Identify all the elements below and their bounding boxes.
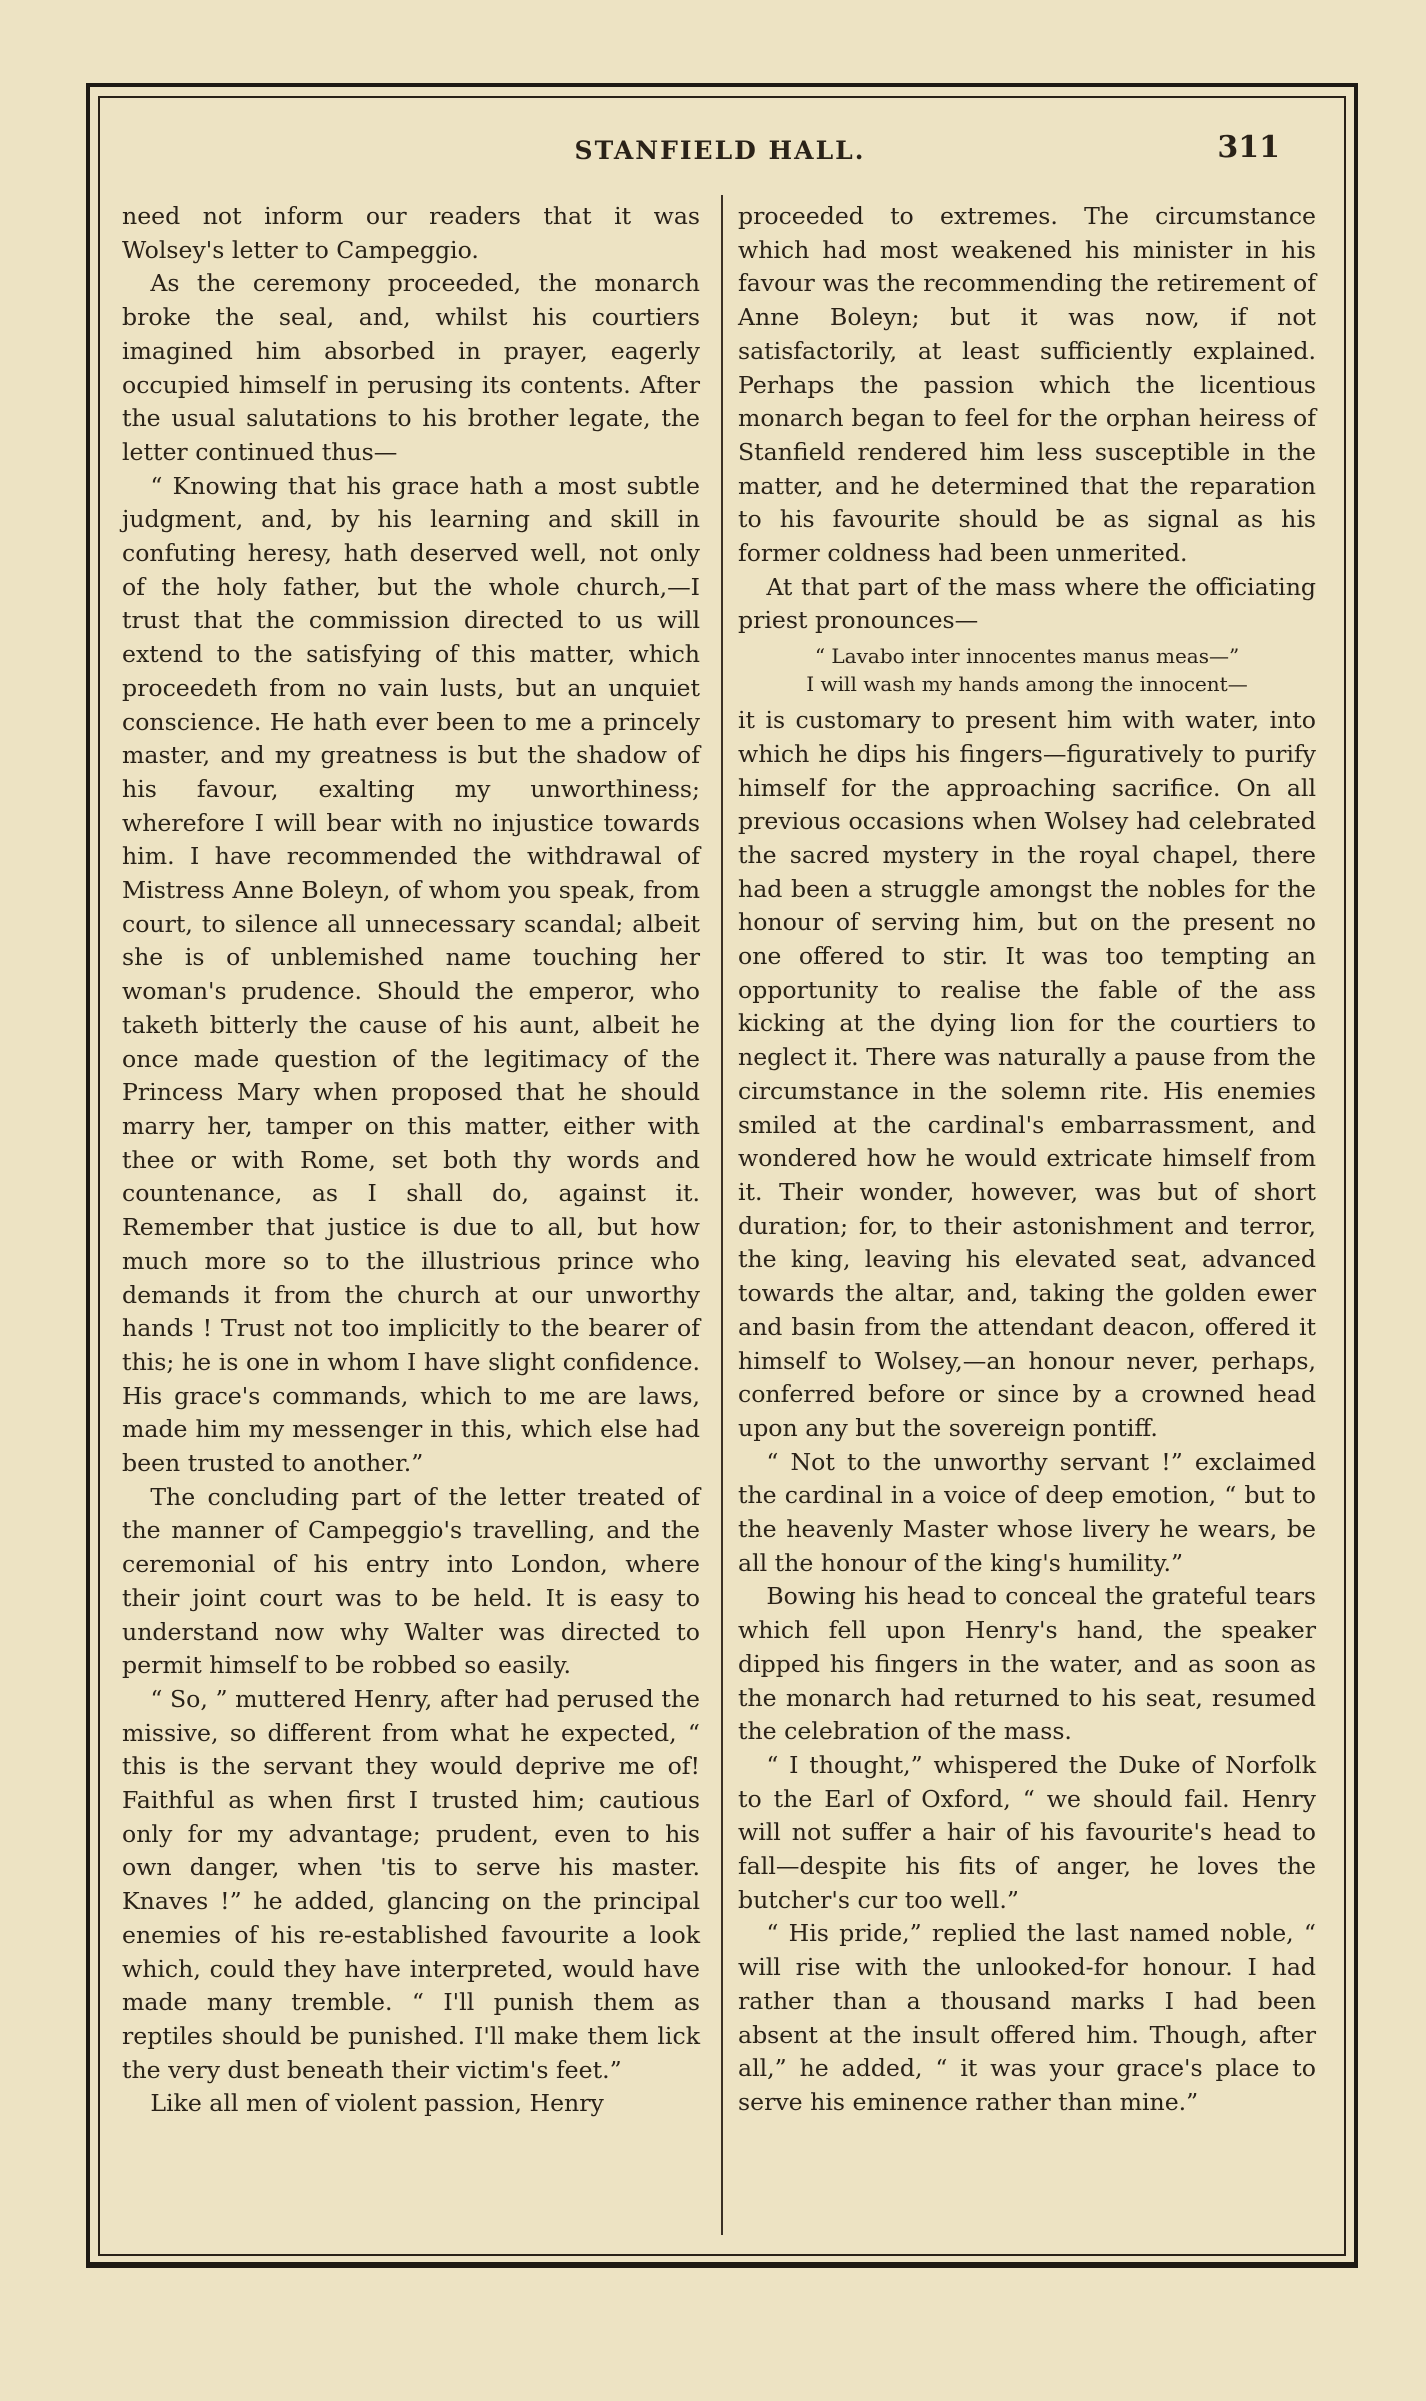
left-column: [122, 200, 700, 2121]
right-column: [738, 200, 1316, 2120]
running-title: STANFIELD HALL.: [574, 136, 866, 165]
paragraph: “ Not to the unworthy servant !” exclaimed the cardinal in a voice of deep emotion, “ but to the heavenly Master whose livery he wears, be all the honour of the king's humility.”: [738, 1447, 1316, 1577]
paragraph: At that part of the mass where the officiating priest pronounces—: [738, 572, 1316, 635]
paragraph-letter-quote: “ Knowing that his grace hath a most subtle judgment, and, by his learning and skill in confuting heresy, hath deserved well, not only of the holy father, but the whole church,—I trust that the commission directed to us will extend to the satisfying of this matter, which proceedeth from no vain lusts, but an unquiet conscience. He hath ever been to me a princely master, and my greatness is but the shadow of his favour, exalting my unworthiness; wherefore I will bear with no injustice towards him. I have recommended the withdrawal of Mistress Anne Boleyn, of whom you speak, from court, to silence all unnecessary scandal; albeit she is of unblemished name touching her woman's prudence. Should the emperor, who taketh bitterly the cause of his aunt, albeit he once made question of the legitimacy of the Princess Mary when proposed that he should marry her, tamper on this matter, either with thee or with Rome, set both thy words and countenance, as I shall do, against it. Remember that justice is due to all, but how much more so to the illustrious prince who demands it from the church at our unworthy hands ! Trust not too implicitly to the bearer of this; he is one in whom I have slight confidence. His grace's commands, which to me are laws, made him my messenger in this, which else had been trusted to another.”: [122, 471, 700, 1478]
paragraph: it is customary to present him with water, into which he dips his fingers—figuratively to purify himself for the approaching sacrifice. On all previous occasions when Wolsey had celebrated the sacred mystery in the royal chapel, there had been a struggle amongst the nobles for the honour of serving him, but on the present no one offered to stir. It was too tempting an opportunity to realise the fable of the ass kicking at the dying lion for the courtiers to neglect it. There was naturally a pause from the circumstance in the solemn rite. His enemies smiled at the cardinal's embarrassment, and wondered how he would extricate himself from it. Their wonder, however, was but of short duration; for, to their astonishment and terror, the king, leaving his elevated seat, advanced towards the altar, and, taking the golden ewer and basin from the attendant deacon, offered it himself to Wolsey,—an honour never, perhaps, conferred before or since by a crowned head upon any but the sovereign pontiff.: [738, 706, 1316, 1442]
quote-line-translation: I will wash my hands among the innocent—: [806, 672, 1248, 697]
paragraph: Like all men of violent passion, Henry: [150, 2089, 604, 2118]
column-divider: [721, 195, 723, 2235]
page-header: [140, 130, 1300, 176]
page-number: 311: [1217, 130, 1280, 165]
latin-quote: [738, 642, 1316, 698]
bottom-rule: [86, 2262, 1358, 2266]
paragraph: proceeded to extremes. The circumstance which had most weakened his minister in his favour was the recommending the retirement of Anne Boleyn; but it was now, if not satisfactorily, at least sufficiently explained. Perhaps the passion which the licentious monarch began to feel for the orphan heiress of Stanfield rendered him less susceptible in the matter, and he determined that the reparation to his favourite should be as signal as his former coldness had been unmerited.: [738, 202, 1316, 568]
paragraph: Bowing his head to conceal the grateful tears which fell upon Henry's hand, the speaker dipped his fingers in the water, and as soon as the monarch had returned to his seat, resumed the celebration of the mass.: [738, 1582, 1316, 1746]
paragraph: “ I thought,” whispered the Duke of Norfolk to the Earl of Oxford, “ we should fail. Henry will not suffer a hair of his favourite's head to fall—despite his fits of anger, he loves the butcher's cur too well.”: [738, 1750, 1316, 1914]
paragraph: “ His pride,” replied the last named noble, “ will rise with the unlooked-for honour. I had rather than a thousand marks I had been absent at the insult offered him. Though, after all,” he added, “ it was your grace's place to serve his eminence rather than mine.”: [738, 1919, 1316, 2116]
paragraph: As the ceremony proceeded, the monarch broke the seal, and, whilst his courtiers imagined him absorbed in prayer, eagerly occupied himself in perusing its contents. After the usual salutations to his brother legate, the letter continued thus—: [122, 269, 700, 466]
paragraph: The concluding part of the letter treated of the manner of Campeggio's travelling, and the ceremonial of his entry into London, where their joint court was to be held. It is easy to understand now why Walter was directed to permit himself to be robbed so easily.: [122, 1482, 700, 1680]
paragraph: “ So, ” muttered Henry, after had perused the missive, so different from what he expected, “ this is the servant they would deprive me of! Faithful as when first I trusted him; cautious only for my advantage; prudent, even to his own danger, when 'tis to serve his master. Knaves !” he added, glancing on the principal enemies of his re-established favourite a look which, could they have interpreted, would have made many tremble. “ I'll punish them as reptiles should be punished. I'll make them lick the very dust beneath their victim's feet.”: [122, 1684, 700, 2084]
quote-line-latin: “ Lavabo inter innocentes manus meas—”: [814, 644, 1240, 669]
paragraph: need not inform our readers that it was Wolsey's letter to Campeggio.: [122, 202, 700, 264]
